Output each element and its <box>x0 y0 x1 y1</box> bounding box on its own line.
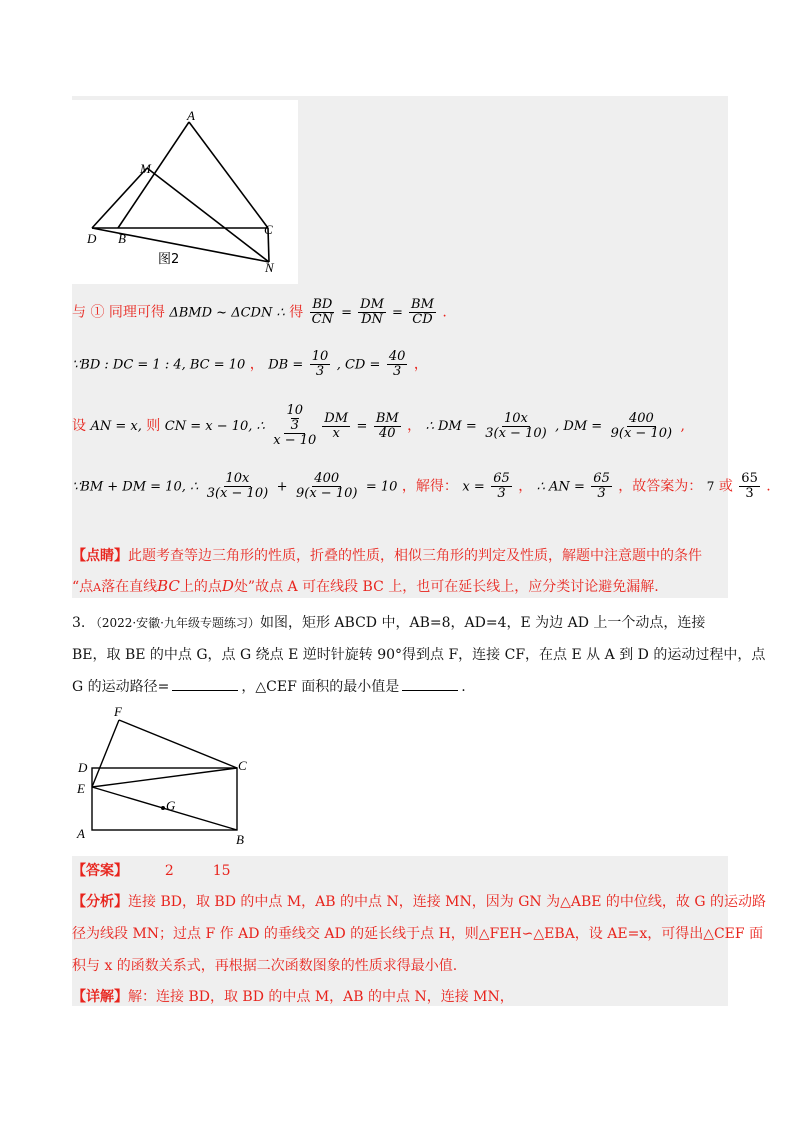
fenxi-text-2: 径为线段 MN；过点 F 作 AD 的垂线交 AD 的延长线于点 H，则△FEH∽△EBA，设 AE=x，可得出△CEF 面 <box>72 926 764 942</box>
problem-3-text-1: 如图，矩形 ABCD 中，AB=8，AD=4，E 为边 AD 上一个动点，连接 <box>259 615 706 631</box>
dianjing-2b: A <box>93 581 102 594</box>
frac-400-b: $\frac{400}{9(x - 10)}$ <box>295 471 358 501</box>
problem-3-text-3b: ，△CEF 面积的最小值是 <box>241 679 400 695</box>
frac-bm-cd: $\frac{BM}{CD}$ <box>411 297 434 327</box>
l4-eq: = 10 <box>365 479 398 495</box>
fig2-caption: 图2 <box>158 252 180 267</box>
frac-65-3-c: $\frac{65}{3}$ <box>741 471 758 501</box>
frac-65-3-a: $\frac{65}{3}$ <box>493 471 510 501</box>
l1-prefix: 与 ① 同理可得 <box>72 304 165 321</box>
answer-value-1: 2 <box>164 863 174 879</box>
dianjing-2d: BC <box>157 577 180 595</box>
point-G <box>161 806 165 810</box>
fenxi-text-3: 积与 x 的函数关系式，再根据二次函数图象的性质求得最小值. <box>72 958 458 974</box>
frac-compound: 10 3 x − 10 <box>273 403 317 448</box>
l1-end: . <box>442 304 447 321</box>
l3-dm-eq: ∴ DM = <box>425 419 477 434</box>
dianjing-2c: 落在直线 <box>101 579 158 595</box>
l4-end: . <box>766 478 771 495</box>
fig2-label-B: B <box>118 231 126 246</box>
fig3-label-A: A <box>77 826 85 841</box>
l3-sep: ， <box>407 418 422 434</box>
frac-400: $\frac{400}{9(x - 10)}$ <box>610 410 673 441</box>
l2-db: DB = <box>268 357 304 373</box>
fig3-label-B: B <box>236 832 244 847</box>
fig2-label-M: M <box>140 161 151 176</box>
fenxi-line-3 <box>72 955 457 975</box>
dianjing-tag: 【点睛】 <box>72 548 128 564</box>
frac-40-3: $\frac{40}{3}$ <box>388 349 406 379</box>
l4-answer-label: ，故答案为： <box>618 478 703 495</box>
solution-line-4 <box>72 472 771 501</box>
l4-given: ∵BM + DM = 10, ∴ <box>72 479 199 495</box>
fig3-label-D: D <box>78 760 88 775</box>
l4-solve: ，解得： <box>401 478 458 495</box>
dianjing-2g: 处”故点 A 可在线段 BC 上，也可在延长线上，应分类讨论避免漏解. <box>233 579 659 595</box>
frac-10-3: $\frac{10}{3}$ <box>311 349 329 379</box>
l3-ze: 则 <box>146 418 161 434</box>
fig3-label-C: C <box>238 758 247 773</box>
problem-3-line-2 <box>72 644 765 664</box>
dianjing-2f: D <box>221 577 234 595</box>
figure-3 <box>72 700 262 850</box>
problem-3-text-3a: G 的运动路径= <box>72 679 170 695</box>
l2-sep: ， <box>249 356 264 373</box>
l3-an: AN = x, <box>90 419 142 434</box>
l3-end: , <box>680 418 685 434</box>
l4-plus: + <box>276 479 288 495</box>
l4-sep: ， <box>518 478 533 495</box>
problem-3-line-3 <box>72 676 466 696</box>
figure-2-diagram <box>72 100 298 284</box>
l3-cn: CN = x − 10, ∴ <box>164 419 265 434</box>
solution-line-3 <box>72 404 685 448</box>
dianjing-line-2 <box>72 576 659 596</box>
figure-2 <box>72 100 298 284</box>
problem-3-text-2: BE，取 BE 的中点 G，点 G 绕点 E 逆时针旋转 90°得到点 F，连接 CF，在点 E 从 A 到 D 的运动过程中，点 <box>72 647 766 663</box>
answer-blank-1 <box>172 678 238 691</box>
frac-10x-b: $\frac{10x}{3(x - 10)}$ <box>206 471 269 501</box>
xiangjie-text: 解：连接 BD，取 BD 的中点 M，AB 的中点 N，连接 MN， <box>128 989 514 1005</box>
answer-line <box>72 860 231 880</box>
solution-line-2 <box>72 350 428 379</box>
answer-value-2: 15 <box>212 863 231 879</box>
problem-3-source: （2022·安徽·九年级专题练习） <box>89 616 260 630</box>
l4-x: x = <box>462 479 485 495</box>
problem-3-text-3c: . <box>461 679 466 695</box>
l4-seven: 7 <box>706 479 715 494</box>
l3-dm2: , DM = <box>555 419 603 434</box>
frac-10x: $\frac{10x}{3(x - 10)}$ <box>485 410 547 441</box>
xiangjie-tag: 【详解】 <box>72 989 128 1005</box>
figure-3-diagram <box>72 700 262 850</box>
dianjing-line-1 <box>72 545 702 565</box>
l4-an: ∴ AN = <box>536 479 585 495</box>
l3-she: 设 <box>72 418 86 434</box>
fenxi-tag: 【分析】 <box>72 894 128 910</box>
fig2-label-D: D <box>87 231 97 246</box>
solution-line-1: 与 ① 同理可得 ΔBMD ~ ΔCDN ∴ 得 $\frac{BD}{CN}$ = $\frac{DM}{DN}$ = $\frac{BM}{CD}$ . <box>72 297 447 327</box>
l1-de: 得 <box>289 304 304 321</box>
fenxi-line-1 <box>72 891 766 911</box>
l4-or: 或 <box>718 478 733 495</box>
l3-eq: = <box>356 419 368 434</box>
fig2-label-C: C <box>264 222 273 237</box>
l1-similar: ΔBMD ~ ΔCDN ∴ <box>169 305 285 321</box>
problem-3-line-1 <box>72 612 705 632</box>
fig2-label-N: N <box>265 260 274 275</box>
answer-tag: 【答案】 <box>72 863 128 879</box>
xiangjie-line <box>72 986 514 1006</box>
fig3-label-E: E <box>77 781 85 796</box>
frac-bd-cn: $\frac{BD}{CN}$ <box>311 297 333 327</box>
problem-3-number: 3. <box>72 615 86 631</box>
fig3-label-F: F <box>114 704 122 719</box>
l2-cd: , CD = <box>336 357 381 373</box>
l2-end: ， <box>413 356 428 373</box>
dianjing-2e: 上的点 <box>179 579 222 595</box>
frac-65-3-b: $\frac{65}{3}$ <box>593 471 610 501</box>
answer-blank-2 <box>402 678 458 691</box>
l2-given: ∵BD : DC = 1 : 4, BC = 10 <box>72 357 246 373</box>
fenxi-text-1: 连接 BD，取 BD 的中点 M，AB 的中点 N，连接 MN，因为 GN 为△ABE 的中位线，故 G 的运动路 <box>128 894 766 910</box>
fig2-label-A: A <box>187 108 195 123</box>
dianjing-2a: “点 <box>72 579 94 595</box>
fenxi-line-2 <box>72 923 763 943</box>
frac-bm-40: $\frac{BM}{40}$ <box>375 410 399 441</box>
frac-dm-x: $\frac{DM}{x}$ <box>324 410 349 441</box>
dianjing-text-1: 此题考查等边三角形的性质，折叠的性质，相似三角形的判定及性质，解题中注意题中的条件 <box>128 548 702 564</box>
fig3-label-G: G <box>166 798 176 813</box>
frac-dm-dn: $\frac{DM}{DN}$ <box>360 297 384 327</box>
